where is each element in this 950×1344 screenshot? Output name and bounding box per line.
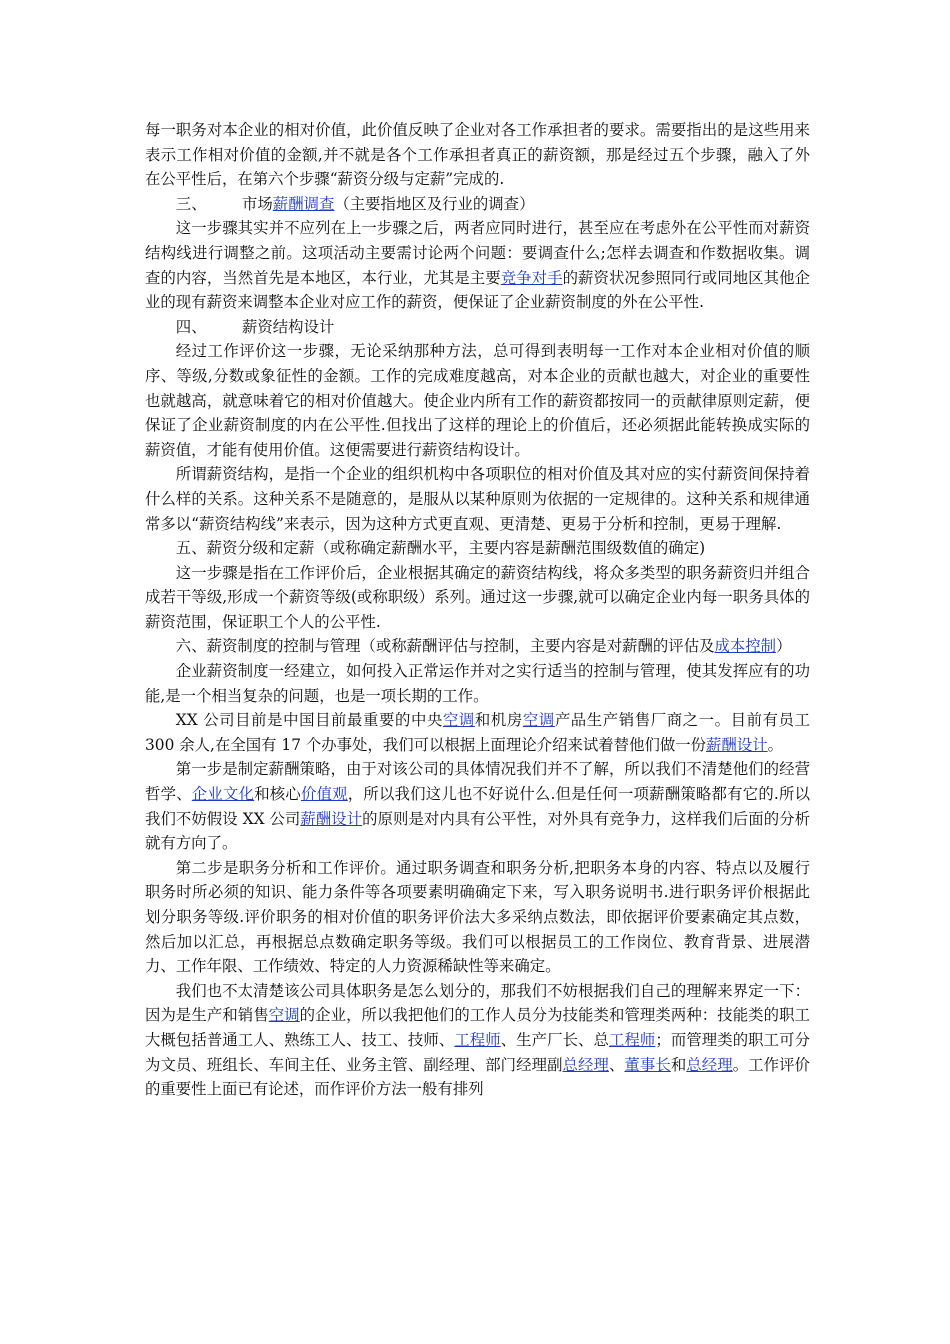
document-body [145, 118, 810, 1102]
paragraph [145, 561, 810, 635]
link-values[interactable]: 价值观 [300, 785, 348, 804]
link-compensation-design[interactable]: 薪酬设计 [300, 809, 363, 828]
paragraph-text: 这一步骤其实并不应列在上一步骤之后，两者应同时进行，甚至应在考虑外在公平性而对薪资结构线进行调整之前。这项活动主要需讨论两个问题：要调查什么;怎样去调查和作数据收集。调查的内容，当然首先是本地区，本行业，尤其是主要 [145, 219, 810, 287]
link-engineer[interactable]: 工程师 [454, 1030, 501, 1049]
link-competitor[interactable]: 竞争对手 [500, 268, 563, 287]
paragraph-text: 我们也不太清楚该公司具体职务是怎么划分的，那我们不妨根据我们自己的理解来界定一下：因为是生产和销售 [145, 981, 810, 1025]
paragraph-text: 和 [670, 1055, 687, 1074]
link-chairman[interactable]: 董事长 [624, 1055, 671, 1074]
paragraph-text: 、生产厂长、总 [500, 1030, 609, 1049]
paragraph [145, 216, 810, 314]
paragraph [145, 708, 810, 757]
paragraph-text: 。工作评价的重要性上面已有论述，而作评价方法一般有排列 [145, 1055, 810, 1099]
paragraph-text: 第二步是职务分析和工作评价。通过职务调查和职务分析,把职务本身的内容、特点以及履行职务时所必须的知识、能力条件等各项要素明确确定下来，写入职务说明书.进行职务评价根据此划分职务等级.评价职务的相对价值的职务评价法大多采纳点数法，即依据评价要素确定其点数，然后加以汇总，再根据总点数确定职务等级。我们可以根据员工的工作岗位、教育背景、进展潜力、工作年限、工作绩效、特定的人力资源稀缺性等来确定。 [145, 858, 810, 976]
link-engineer[interactable]: 工程师 [608, 1030, 656, 1049]
paragraph [145, 979, 810, 1102]
link-air-conditioning[interactable]: 空调 [522, 711, 555, 730]
heading-text: ） [776, 637, 792, 656]
paragraph-text: XX 公司目前是中国目前最重要的中央 [175, 711, 443, 730]
link-salary-survey[interactable]: 薪酬调查 [272, 194, 335, 213]
paragraph-text: ；而管理类的职工可分为文员、班组长、车间主任、业务主管、副经理、部门经理副 [145, 1030, 810, 1074]
paragraph-text: 每一职务对本企业的相对价值，此价值反映了企业对各工作承担者的要求。需要指出的是这些用来表示工作相对价值的金额,并不就是各个工作承担者真正的薪资额，那是经过五个步骤，融入了外在公平性后，在第六个步骤“薪资分级与定薪”完成的. [145, 121, 810, 189]
paragraph-text: 的企业，所以我把他们的工作人员分为技能类和管理类两种：技能类的职工大概包括普通工人、熟练工人、技工、技师、 [145, 1006, 810, 1049]
paragraph-text: 的原则是对内具有公平性，对外具有竞争力，这样我们后面的分析就有方向了。 [145, 809, 810, 853]
paragraph [145, 757, 810, 855]
paragraph-text: 和机房 [474, 711, 523, 730]
section-heading-6 [145, 634, 810, 659]
heading-text: 薪资结构设计 [242, 317, 335, 336]
link-corporate-culture[interactable]: 企业文化 [191, 785, 255, 804]
heading-text: 六、薪资制度的控制与管理（或称薪酬评估与控制，主要内容是对薪酬的评估及 [175, 637, 715, 656]
paragraph-text: ，所以我们这儿也不好说什么.但是任何一项薪酬策略都有它的.所以我们不妨假设 XX 公司 [145, 785, 810, 828]
section-number: 四、 [175, 317, 207, 336]
paragraph [145, 118, 810, 192]
paragraph [145, 339, 810, 462]
section-number: 三、 [175, 194, 207, 213]
section-heading-4 [145, 315, 810, 340]
paragraph-text: 经过工作评价这一步骤，无论采纳那种方法，总可得到表明每一工作对本企业相对价值的顺序、等级,分数或象征性的金额。工作的完成难度越高，对本企业的贡献也越大，对企业的重要性也就越高，就意味着它的相对价值越大。使企业内所有工作的薪资都按同一的贡献律原则定薪，便保证了企业薪资制度的内在公平性.但找出了这样的理论上的价值后，还必须据此能转换成实际的薪资值，才能有使用价值。这便需要进行薪资结构设计。 [145, 342, 810, 459]
paragraph-text: 企业薪资制度一经建立，如何投入正常运作并对之实行适当的控制与管理，使其发挥应有的功能,是一个相当复杂的问题，也是一项长期的工作。 [145, 662, 810, 705]
paragraph-text: 。 [767, 735, 784, 754]
paragraph-text: 所谓薪资结构，是指一个企业的组织机构中各项职位的相对价值及其对应的实付薪资间保持着什么样的关系。这种关系不是随意的，是服从以某种原则为依据的一定规律的。这种关系和规律通常多以“薪资结构线”来表示，因为这种方式更直观、更清楚、更易于分析和控制，更易于理解. [145, 465, 810, 533]
link-general-manager[interactable]: 总经理 [686, 1055, 733, 1074]
paragraph-text: 第一步是制定薪酬策略，由于对该公司的具体情况我们并不了解，所以我们不清楚他们的经营哲学、 [145, 760, 810, 804]
paragraph [145, 856, 810, 979]
paragraph-text: 产品生产销售厂商之一。目前有员工 300 余人,在全国有 17 个办事处，我们可以根据上面理论介绍来试着替他们做一份 [145, 711, 810, 754]
section-heading-3 [145, 192, 810, 217]
link-cost-control[interactable]: 成本控制 [714, 637, 777, 656]
link-air-conditioning[interactable]: 空调 [268, 1006, 300, 1025]
heading-text: （主要指地区及行业的调查） [334, 194, 535, 213]
paragraph [145, 659, 810, 708]
link-compensation-design[interactable]: 薪酬设计 [706, 735, 768, 754]
paragraph-text: 、 [608, 1055, 625, 1074]
heading-text: 五、薪资分级和定薪（或称确定薪酬水平，主要内容是薪酬范围级数值的确定) [175, 539, 706, 558]
paragraph-text: 的薪资状况参照同行或同地区其他企业的现有薪资来调整本企业对应工作的薪资，便保证了企业薪资制度的外在公平性. [145, 268, 810, 312]
link-air-conditioning[interactable]: 空调 [442, 711, 475, 730]
paragraph [145, 462, 810, 536]
paragraph-text: 这一步骤是指在工作评价后，企业根据其确定的薪资结构线，将众多类型的职务薪资归并组合成若干等级,形成一个薪资等级(或称职级）系列。通过这一步骤,就可以确定企业内每一职务具体的薪资范围，保证职工个人的公平性. [145, 563, 810, 631]
section-heading-5 [145, 536, 810, 561]
heading-text: 市场 [242, 194, 273, 213]
paragraph-text: 和核心 [254, 785, 301, 804]
link-general-manager[interactable]: 总经理 [562, 1055, 609, 1074]
